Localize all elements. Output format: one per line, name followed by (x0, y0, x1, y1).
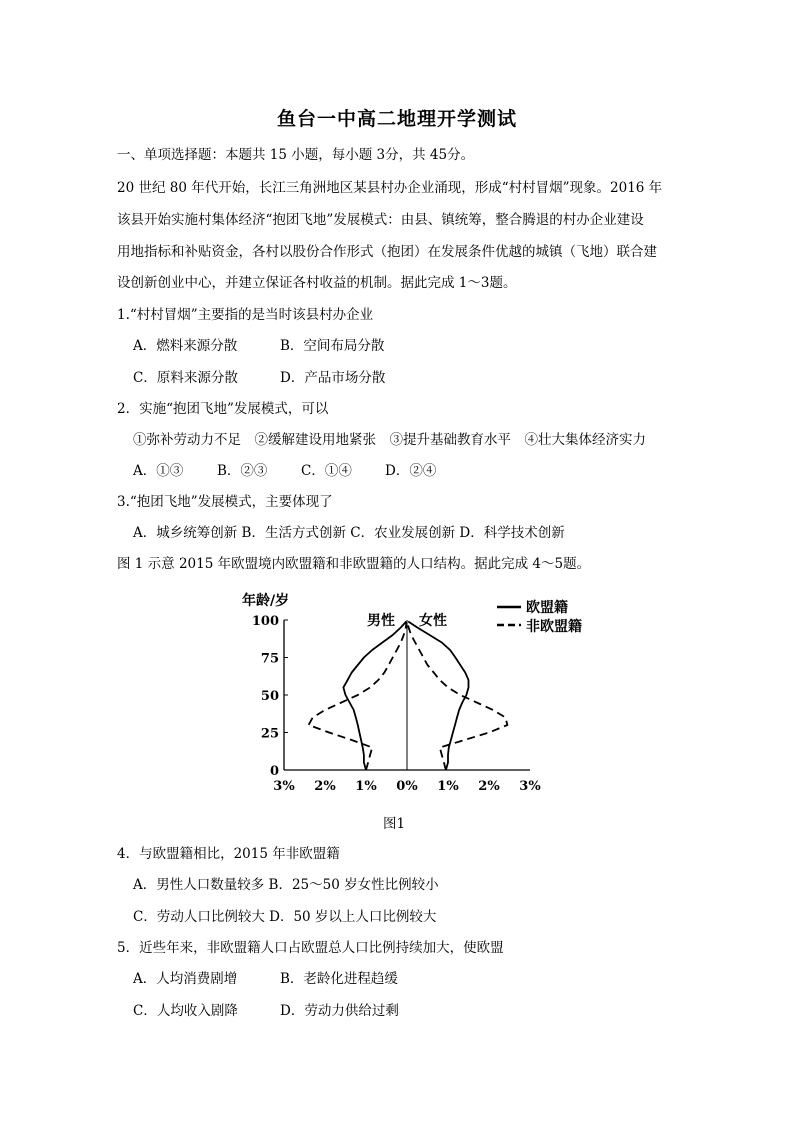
q1-option-c[interactable]: C．原料来源分散 (133, 370, 238, 386)
x-tick-label: 3% (519, 779, 541, 794)
q1-option-b[interactable]: B．空间布局分散 (280, 338, 385, 354)
y-tick-label: 25 (260, 726, 279, 742)
passage-line: 20 世纪 80 年代开始，长江三角洲地区某县村办企业涌现，形成“村村冒烟”现象。2016 年 (117, 180, 663, 196)
figure-caption: 图1 (383, 816, 406, 832)
page-title: 鱼台一中高二地理开学测试 (276, 108, 517, 130)
x-tick-label: 0% (396, 779, 418, 794)
q5-option-d[interactable]: D．劳动力供给过剩 (280, 1003, 399, 1019)
y-axis-label: 年龄/岁 (242, 593, 290, 609)
x-tick-label: 1% (437, 779, 459, 794)
q4-options-cd[interactable]: C．劳动人口比例较大 D．50 岁以上人口比例较大 (133, 909, 437, 925)
y-tick-label: 100 (251, 614, 279, 629)
female-label: 女性 (419, 613, 447, 629)
q5-option-c[interactable]: C．人均收入剧降 (133, 1003, 238, 1019)
q2-option-a[interactable]: A．①③ (133, 463, 184, 479)
y-tick-label: 50 (260, 689, 279, 704)
x-tick-label: 3% (273, 779, 295, 794)
male-label: 男性 (367, 613, 395, 629)
question-5-stem: 5．近些年来，非欧盟籍人口占欧盟总人口比例持续加大，使欧盟 (117, 940, 504, 956)
question-1-stem: 1.“村村冒烟”主要指的是当时该县村办企业 (117, 307, 374, 323)
q5-option-b[interactable]: B．老龄化进程趋缓 (280, 971, 398, 987)
section-heading: 一、单项选择题：本题共 15 小题，每小题 3分，共 45分。 (117, 147, 475, 163)
passage-2: 图 1 示意 2015 年欧盟境内欧盟籍和非欧盟籍的人口结构。据此完成 4～5题。 (117, 556, 591, 572)
question-3-stem: 3.“抱团飞地”发展模式，主要体现了 (117, 494, 333, 510)
series-line-eu-female (408, 622, 468, 771)
y-tick-label: 0 (269, 764, 279, 779)
series-line-non-eu-male (309, 622, 407, 771)
y-tick-label: 75 (260, 651, 279, 667)
population-pyramid-chart (234, 585, 594, 800)
legend-label-eu: 欧盟籍 (526, 600, 568, 616)
chart-svg (234, 585, 594, 800)
q2-option-c[interactable]: C．①④ (301, 463, 352, 479)
question-2-stem: 2．实施“抱团飞地”发展模式，可以 (117, 401, 329, 417)
q2-option-d[interactable]: D．②④ (385, 463, 437, 479)
question-4-stem: 4．与欧盟籍相比，2015 年非欧盟籍 (117, 846, 340, 862)
x-tick-label: 2% (478, 779, 500, 794)
q2-option-b[interactable]: B．②③ (217, 463, 268, 479)
q1-option-d[interactable]: D．产品市场分散 (280, 370, 386, 386)
passage-line: 该县开始实施村集体经济“抱团飞地”发展模式：由县、镇统筹，整合腾退的村办企业建设 (117, 212, 644, 228)
q1-option-a[interactable]: A．燃料来源分散 (133, 338, 238, 354)
passage-line: 用地指标和补贴资金，各村以股份合作形式（抱团）在发展条件优越的城镇（飞地）联合建 (117, 244, 657, 260)
series-line-non-eu-female (407, 622, 507, 771)
q2-statements: ①弥补劳动力不足 ②缓解建设用地紧张 ③提升基础教育水平 ④壮大集体经济实力 (133, 432, 646, 448)
x-tick-label: 2% (314, 779, 336, 794)
legend-label-non-eu: 非欧盟籍 (526, 619, 582, 635)
q5-option-a[interactable]: A．人均消费剧增 (133, 971, 238, 987)
q3-options[interactable]: A．城乡统筹创新 B．生活方式创新 C．农业发展创新 D．科学技术创新 (133, 525, 565, 541)
x-tick-label: 1% (355, 779, 377, 794)
q4-options-ab[interactable]: A．男性人口数量较多 B．25～50 岁女性比例较小 (133, 877, 439, 893)
passage-line: 设创新创业中心，并建立保证各村收益的机制。据此完成 1～3题。 (117, 275, 517, 291)
series-line-eu-male (343, 622, 406, 771)
